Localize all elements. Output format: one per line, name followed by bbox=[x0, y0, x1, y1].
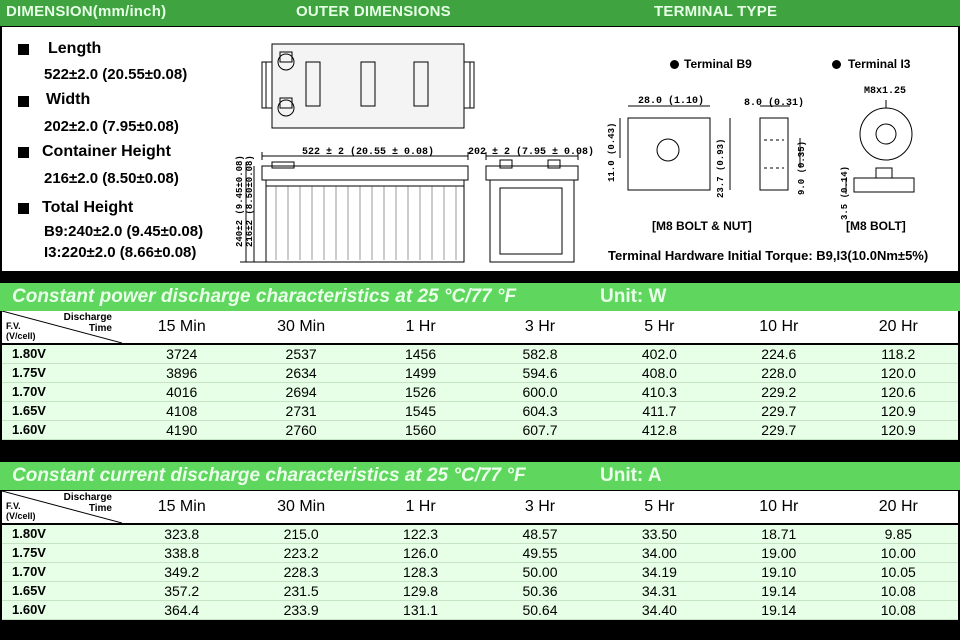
table-cell: 412.8 bbox=[600, 420, 719, 439]
table-cell: 229.7 bbox=[719, 401, 838, 420]
table-cell: 408.0 bbox=[600, 363, 719, 382]
table-row bbox=[2, 420, 958, 439]
fv-cell: 1.70V bbox=[2, 382, 122, 401]
table-cell: 2731 bbox=[241, 401, 360, 420]
table-cell: 231.5 bbox=[241, 581, 360, 600]
power-section-title: Constant power discharge characteristics at 25 °C/77 °F bbox=[12, 286, 517, 307]
table-cell: 215.0 bbox=[241, 524, 360, 543]
table-corner bbox=[2, 491, 122, 524]
fv-cell: 1.60V bbox=[2, 420, 122, 439]
outer-dimensions-header: OUTER DIMENSIONS bbox=[296, 3, 451, 20]
table-cell: 402.0 bbox=[600, 344, 719, 363]
table-cell: 10.08 bbox=[839, 581, 958, 600]
table-cell: 120.0 bbox=[839, 363, 958, 382]
current-section-title: Constant current discharge characteristics at 25 °C/77 °F bbox=[12, 465, 526, 486]
table-cell: 223.2 bbox=[241, 543, 360, 562]
time-label: Time bbox=[88, 323, 112, 334]
table-cell: 594.6 bbox=[480, 363, 599, 382]
table-row bbox=[2, 401, 958, 420]
fv-label: F.V. bbox=[6, 321, 21, 331]
dimension-header: DIMENSION(mm/inch) bbox=[6, 3, 167, 20]
table-cell: 129.8 bbox=[361, 581, 480, 600]
b9-side-height-dimension: 9.0 (0.35) bbox=[797, 140, 807, 195]
table-cell: 3896 bbox=[122, 363, 241, 382]
fv-cell: 1.65V bbox=[2, 401, 122, 420]
table-cell: 2760 bbox=[241, 420, 360, 439]
table-cell: 50.64 bbox=[480, 600, 599, 619]
column-header: 10 Hr bbox=[719, 491, 838, 524]
b9-height-dimension-11: 11.0 (0.43) bbox=[607, 122, 617, 182]
table-cell: 48.57 bbox=[480, 524, 599, 543]
table-cell: 364.4 bbox=[122, 600, 241, 619]
i3-thread-text: M8x1.25 bbox=[864, 86, 907, 97]
vcell-label: (V/cell) bbox=[6, 331, 36, 341]
terminal-type-header: TERMINAL TYPE bbox=[654, 3, 778, 20]
time-label: Time bbox=[88, 503, 112, 514]
fv-label: F.V. bbox=[6, 501, 21, 511]
b9-width-dimension: 28.0 (1.10) bbox=[638, 96, 705, 107]
table-cell: 338.8 bbox=[122, 543, 241, 562]
table-header-row bbox=[2, 491, 958, 524]
total-height-value-b9: B9:240±2.0 (9.45±0.08) bbox=[44, 223, 204, 240]
table-cell: 10.08 bbox=[839, 600, 958, 619]
table-row bbox=[2, 543, 958, 562]
column-header: 1 Hr bbox=[361, 311, 480, 344]
table-cell: 120.9 bbox=[839, 420, 958, 439]
current-table bbox=[2, 491, 958, 620]
table-cell: 600.0 bbox=[480, 382, 599, 401]
table-cell: 2537 bbox=[241, 344, 360, 363]
table-cell: 34.40 bbox=[600, 600, 719, 619]
table-cell: 120.6 bbox=[839, 382, 958, 401]
length-dimension-text: 522 ± 2 (20.55 ± 0.08) bbox=[302, 147, 435, 158]
column-header: 15 Min bbox=[122, 491, 241, 524]
current-unit: Unit: A bbox=[600, 465, 662, 486]
bullet-icon bbox=[18, 44, 29, 55]
column-header: 3 Hr bbox=[480, 311, 599, 344]
table-cell: 2694 bbox=[241, 382, 360, 401]
table-cell: 34.00 bbox=[600, 543, 719, 562]
i3-caption: [M8 BOLT] bbox=[846, 219, 906, 233]
fv-cell: 1.80V bbox=[2, 344, 122, 363]
fv-cell: 1.60V bbox=[2, 600, 122, 619]
table-cell: 131.1 bbox=[361, 600, 480, 619]
table-cell: 50.36 bbox=[480, 581, 599, 600]
table-cell: 10.05 bbox=[839, 562, 958, 581]
table-cell: 18.71 bbox=[719, 524, 838, 543]
bullet-icon bbox=[832, 60, 841, 69]
table-cell: 1560 bbox=[361, 420, 480, 439]
column-header: 3 Hr bbox=[480, 491, 599, 524]
table-row bbox=[2, 581, 958, 600]
column-header: 30 Min bbox=[241, 491, 360, 524]
table-row bbox=[2, 524, 958, 543]
width-label: Width bbox=[46, 91, 91, 108]
table-cell: 349.2 bbox=[122, 562, 241, 581]
table-row bbox=[2, 344, 958, 363]
table-header-row bbox=[2, 311, 958, 344]
table-cell: 10.00 bbox=[839, 543, 958, 562]
height-dimension-text-240: 240±2 (9.45±0.08) bbox=[235, 155, 245, 247]
table-cell: 9.85 bbox=[839, 524, 958, 543]
table-cell: 118.2 bbox=[839, 344, 958, 363]
table-row bbox=[2, 363, 958, 382]
table-cell: 19.14 bbox=[719, 600, 838, 619]
table-row bbox=[2, 382, 958, 401]
bullet-icon bbox=[18, 96, 29, 107]
table-cell: 604.3 bbox=[480, 401, 599, 420]
table-cell: 233.9 bbox=[241, 600, 360, 619]
total-height-label: Total Height bbox=[42, 199, 134, 216]
terminal-b9-label: Terminal B9 bbox=[684, 57, 752, 71]
total-height-value-i3: I3:220±2.0 (8.66±0.08) bbox=[44, 244, 197, 261]
table-cell: 1545 bbox=[361, 401, 480, 420]
table-cell: 410.3 bbox=[600, 382, 719, 401]
column-header: 5 Hr bbox=[600, 311, 719, 344]
fv-cell: 1.70V bbox=[2, 562, 122, 581]
table-cell: 411.7 bbox=[600, 401, 719, 420]
table-cell: 2634 bbox=[241, 363, 360, 382]
column-header: 5 Hr bbox=[600, 491, 719, 524]
i3-height-dimension: 3.5 (0.14) bbox=[840, 165, 850, 220]
table-cell: 1526 bbox=[361, 382, 480, 401]
column-header: 30 Min bbox=[241, 311, 360, 344]
column-header: 15 Min bbox=[122, 311, 241, 344]
fv-cell: 1.75V bbox=[2, 363, 122, 382]
bullet-icon bbox=[18, 203, 29, 214]
table-cell: 228.3 bbox=[241, 562, 360, 581]
bullet-icon bbox=[670, 60, 679, 69]
table-cell: 33.50 bbox=[600, 524, 719, 543]
height-dimension-text-216: 216±2 (8.50±0.08) bbox=[245, 155, 255, 247]
torque-text: Terminal Hardware Initial Torque: B9,I3(10.0Nm±5%) bbox=[608, 248, 929, 263]
b9-side-width-dimension: 8.0 (0.31) bbox=[744, 98, 805, 109]
discharge-label: Discharge bbox=[63, 492, 112, 503]
table-cell: 4016 bbox=[122, 382, 241, 401]
b9-height-dimension-23: 23.7 (0.93) bbox=[716, 138, 726, 198]
power-unit: Unit: W bbox=[600, 286, 667, 307]
table-cell: 4190 bbox=[122, 420, 241, 439]
fv-cell: 1.80V bbox=[2, 524, 122, 543]
b9-caption: [M8 BOLT & NUT] bbox=[652, 219, 752, 233]
power-table bbox=[2, 311, 958, 440]
table-cell: 582.8 bbox=[480, 344, 599, 363]
length-value: 522±2.0 (20.55±0.08) bbox=[44, 66, 188, 83]
column-header: 20 Hr bbox=[839, 311, 958, 344]
container-height-value: 216±2.0 (8.50±0.08) bbox=[44, 170, 179, 187]
table-cell: 224.6 bbox=[719, 344, 838, 363]
table-cell: 49.55 bbox=[480, 543, 599, 562]
table-cell: 19.14 bbox=[719, 581, 838, 600]
column-header: 20 Hr bbox=[839, 491, 958, 524]
table-cell: 128.3 bbox=[361, 562, 480, 581]
table-cell: 34.19 bbox=[600, 562, 719, 581]
table-cell: 3724 bbox=[122, 344, 241, 363]
table-cell: 357.2 bbox=[122, 581, 241, 600]
width-dimension-text: 202 ± 2 (7.95 ± 0.08) bbox=[468, 147, 595, 158]
table-row bbox=[2, 600, 958, 619]
bullet-icon bbox=[18, 147, 29, 158]
discharge-label: Discharge bbox=[63, 312, 112, 323]
length-label: Length bbox=[48, 40, 102, 57]
table-cell: 1499 bbox=[361, 363, 480, 382]
table-cell: 122.3 bbox=[361, 524, 480, 543]
vcell-label: (V/cell) bbox=[6, 511, 36, 521]
table-cell: 19.10 bbox=[719, 562, 838, 581]
table-cell: 229.7 bbox=[719, 420, 838, 439]
table-cell: 50.00 bbox=[480, 562, 599, 581]
table-cell: 323.8 bbox=[122, 524, 241, 543]
column-header: 1 Hr bbox=[361, 491, 480, 524]
table-cell: 229.2 bbox=[719, 382, 838, 401]
table-cell: 1456 bbox=[361, 344, 480, 363]
width-value: 202±2.0 (7.95±0.08) bbox=[44, 118, 179, 135]
table-cell: 228.0 bbox=[719, 363, 838, 382]
table-cell: 607.7 bbox=[480, 420, 599, 439]
table-cell: 4108 bbox=[122, 401, 241, 420]
fv-cell: 1.65V bbox=[2, 581, 122, 600]
terminal-i3-label: Terminal I3 bbox=[848, 57, 911, 71]
table-cell: 34.31 bbox=[600, 581, 719, 600]
table-row bbox=[2, 562, 958, 581]
fv-cell: 1.75V bbox=[2, 543, 122, 562]
table-cell: 19.00 bbox=[719, 543, 838, 562]
column-header: 10 Hr bbox=[719, 311, 838, 344]
table-corner bbox=[2, 311, 122, 344]
table-cell: 126.0 bbox=[361, 543, 480, 562]
table-cell: 120.9 bbox=[839, 401, 958, 420]
container-height-label: Container Height bbox=[42, 143, 171, 160]
